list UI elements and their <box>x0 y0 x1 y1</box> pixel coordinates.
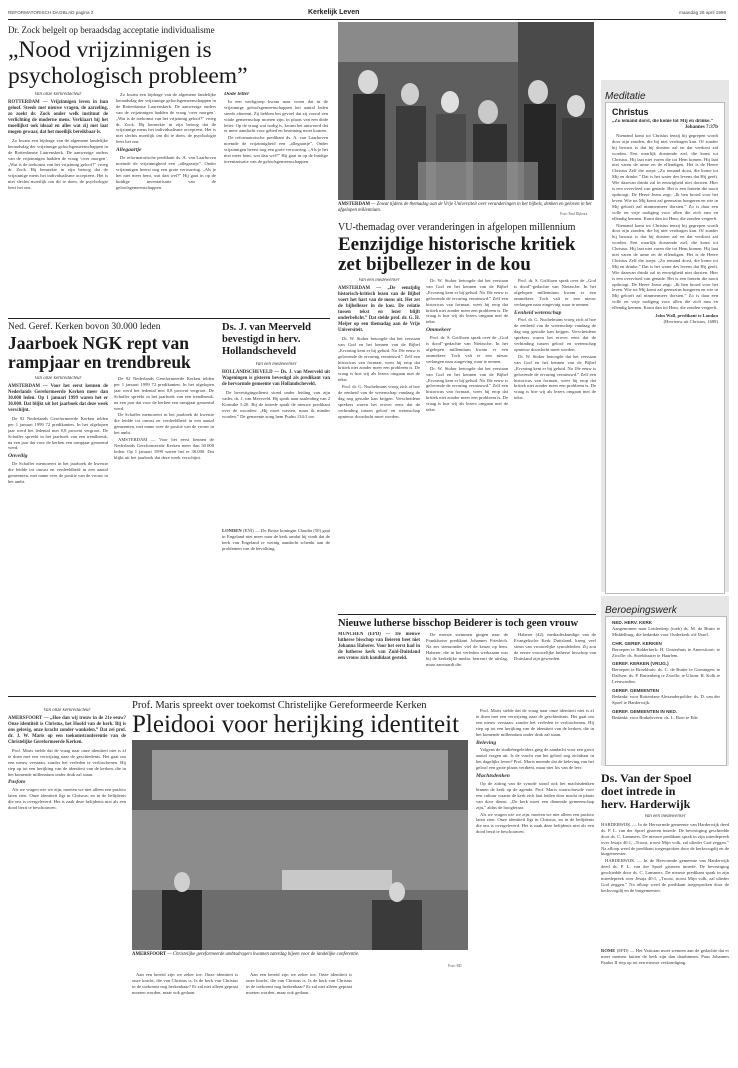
article-lead: MÜNCHEN (EPD) — De nieuwe lutherse bisschop van Beieren heet niet Johanna Haberer. Voor het eerst had in de lutherse kerk van Zuid-Duitsland een vrouw zich kandidaat gesteld. <box>338 632 420 661</box>
article-body: HARDERWIJK — In de Hervormde gemeente van Harderwijk deed ds. P. L. van der Spoel gisteren intrede. De bevestiging geschiedde door ds. C. Lammers. De nieuwe predikant sprak in zijn intredepreek over Jesaja 40:1, „Troost, troost Mijn volk, zal ulieder God zeggen.” Na afloop werd de predikant toegesproken door de kerkvoogdij en de burgemeester. <box>601 821 729 857</box>
beroepingswerk-text: Aangenomen naar Leiderdorp (toeb) ds. M. de Bruin te Middelburg, die bedankte voor Ouderkerk a/d IJssel. <box>612 625 720 637</box>
beroepingswerk-church: GEREF. KERKEN (VRIJG.) <box>612 661 669 667</box>
article-rome <box>601 948 729 1008</box>
article-body-2: Dr. W. Stoker betoogde dat het verstaan van God en het kennen van de Bijbel „Ervaring kent er bij geluid. Na 18e eeuw is gelovende de ervaring vernieuwd.” Zelf een historicus van formaat, wees hij erop dat kritiek niet zonder meer een probleem is. De vraag is hoe wij als lezers omgaan met de tekst. <box>426 278 508 325</box>
article-col1 <box>338 278 420 632</box>
header-rule <box>8 19 726 20</box>
article-body2: Haberer (42), mediadeskundige van de Evangelische Kerk Duitsland, kreeg veel steun van vrouwelijke synodeleden. Zij zou de eerste vrouwelijke lutherse bisschop van Duitsland zijn geworden. <box>514 632 596 661</box>
article-col2 <box>114 376 214 692</box>
article-kicker: Dr. Zock belgelt op beraadsdag acceptatie individualisme <box>8 25 215 35</box>
beroepingswerk-church: GEREF. GEMEENTEN <box>612 688 659 694</box>
article-col1 <box>8 92 108 302</box>
meditatie-body: Niemand komt tot Christus tenzij hij gegrepen wordt door zijn zonden, die hij niet verdragen kan. Of zonder hij bewust is dat hij dorsten zal en dat verdorst zal worden. Een waarlijk dorstende ziel, die komt tot Christus. Hij laat niet varen die tot Hem komen. Hij laat niet varen de arme en de ellendigen. Het is de Heere Christus Zelf die roept: „Zo iemand dorst, die kome tot Mij en drinke.” Dat is het water des levens dat Hij geeft. Wie daarvan drinkt zal in eeuwigheid niet dorsten. Hier is een overvloed van genade. Het is een fontein die nooit opdroogt. De Heere Jezus zegt: „Ik ben brood voor het leven. Wie tot Mij komt zal geenszins hongeren en wie in Mij gelooft zal nimmermeer dorsten.” Zo is daar een volle en vrije nodiging voor allen die zich arm en ellendig kennen. Komt dan tot Hem, die zonden vergeeft. <box>612 132 718 221</box>
meditatie-content <box>605 102 725 594</box>
photo-image <box>338 22 594 200</box>
meditatie-source: (Herrieuw uit Christus, 1688) <box>663 319 718 324</box>
article-text <box>601 814 729 940</box>
article-byline: Van onze kerkredacteur <box>34 376 82 381</box>
meditatie-label-text: Meditatie <box>605 91 646 102</box>
article-body2: Prof. dr. S. Griffioen sprak over de „God is dood”-gedachte van Nietzsche. In het afgelopen millennium kwam er een ommekeer. Toch valt er een nieuw verlangen naar zingeving waar te nemen. <box>426 335 508 364</box>
article-subheading-2: Beleving <box>476 739 497 746</box>
article-col3 <box>514 632 596 690</box>
rome-paragraph <box>601 948 729 966</box>
photo-image <box>132 740 468 950</box>
beroepingswerk-text: Beroepen te Broekhuis: ds. C. de Ruiter te Groningen; te Dalfsen: ds. P. Ruitenberg te Zwolle; te Ulrum: R. Kolk te Leeuwarden. <box>612 667 720 685</box>
article-body3: In een werkgroep kwam naar voren dat in de vrijzinnige geloofsgemeenschappen het aantal leden steeds afneemt. Zij hebben het gevoel dat zij vooral een vitale gemeenschap moeten zijn, in plaats van een dode letter. Op de vraag wat nodig is, kwam het antwoord dat er meer aandacht voor gebed en bezinning moet komen. <box>224 98 328 134</box>
article-col1 <box>338 632 420 690</box>
article-body: De bevestigingsdienst stond onder leiding van zijn vader, ds. J. van Meerveld. Hij sprak naar aanleiding van 2 Korinthe 5:20. Bij de intrede sprak de nieuwe predikant over de woorden: „Hij moet wassen, maar ik minder worden.” De gemeente zong hem Psalm 134:3 toe. <box>222 389 330 419</box>
beroepingswerk-item <box>612 661 720 685</box>
article-byline: Van een medewerker <box>644 814 686 819</box>
article-body2-cont: De Schaffer memoreert in het jaarboek de kwestie die leidde tot onrust en verdeeldheid in een aantal gemeenten, met name over de positie van de vrouw in het ambt. <box>114 412 214 436</box>
beroepingswerk-text: Bedankt: voor Rotterdam-Alexanderpolder: ds. D. van der Spoel te Harderwijk. <box>612 693 720 705</box>
article-body: Dr. W. Stoker betoogde dat het verstaan van God en het kennen van de Bijbel „Ervaring kent er bij geluid. Na 18e eeuw is gelovende de ervaring vernieuwd.” Zelf een historicus van formaat, wees hij erop dat kritiek niet zonder meer een probleem is. De vraag is hoe wij als lezers omgaan met de tekst. <box>338 335 420 383</box>
article-lead: AMSTERDAM — „De eenzijdig historisch-kritisch lezen van de Bijbel voert het hart van de mens uit. Het zet de bijbellezer in de kou. De relatie tussen tekst en lezer blijft onderbelicht.” Dat stelde prof. dr. G. H. Meijer op een themadag aan de Vrije Universiteit. <box>338 285 420 333</box>
article-body-cont-2: AMSTERDAM — Voor het eerst kennen de Nederlands Gereformeerde Kerken meer dan 30.000 leden. Op 1 januari 1999 waren het er 30.000. Dat blijkt uit het jaarboek dat deze week verschijnt. <box>114 437 214 460</box>
beroepingswerk-church: GEREF. GEMEENTEN IN NED. <box>612 708 678 714</box>
rome-body: — Het Vaticaan moet wennen aan de gedachte dat er meer mensen buiten de kerk zijn dan daarbinnen. Paus Johannes Paulus II riep op tot een nieuwe verkondiging. <box>601 948 729 965</box>
article-headline-line2: rampjaar en trendbreuk <box>8 352 191 372</box>
article-body2: Als we vragen wie we zijn, moeten we niet alleen een pasfoto laten zien. Onze identiteit ligt in Christus, en in de belijdenis die ons is overgeleverd. Het is zaak deze belijdenis niet als een dood bezit te beschouwen. <box>8 787 126 811</box>
beroepingswerk-list <box>605 616 727 766</box>
article-col3 <box>246 972 352 1012</box>
meditatie-body-cont: Niemand komt tot Christus tenzij hij gegrepen wordt door zijn zonden, die hij niet verdragen kan. Of zonder hij bewust is dat hij dorsten zal en dat verdorst zal worden. Een waarlijk dorstende ziel, die komt tot Christus. Hij laat niet varen die tot Hem komen. Hij laat niet varen de arme en de ellendigen. Het is de Heere Christus Zelf die roept: „Zo iemand dorst, die kome tot Mij en drinke.” Dat is het water des levens dat Hij geeft. Wie daarvan drinkt zal in eeuwigheid niet dorsten. Hier is een overvloed van genade. Het is een fontein die nooit opdroogt. De Heere Jezus zegt: „Ik ben brood voor het leven. Wie tot Mij komt zal geenszins hongeren en wie in Mij gelooft zal nimmermeer dorsten.” Zo is daar een volle en vrije nodiging voor allen die zich arm en ellendig kennen. Komt dan tot Hem, die zonden vergeeft. <box>612 222 718 311</box>
meditatie-signature: John Wall, predikant te London <box>655 313 718 319</box>
article-body: De 92 Nederlands Gereformeerde Kerken telden per 1 januari 1999 72 predikanten. In het afgelopen jaar werd het ledental met 0,8 procent vergroot. De Schaffer spreekt in het jaarboek van een trendbreuk, na een jaar dat voor de kerken een rampjaar genoemd werd. <box>8 415 108 451</box>
article-van-meerveld <box>222 322 330 692</box>
article-headline-line1: Jaarboek NGK rept van <box>8 333 189 353</box>
article-headline-line1: „Nood vrijzinnigen is <box>8 37 212 63</box>
article-col1 <box>8 708 126 1012</box>
londen-paragraph <box>222 528 330 552</box>
meditatie-quote: „Zo iemand dorst, die kome tot Mij en drinke.” <box>612 119 714 124</box>
article-body-cont: Prof. dr. G. Nuchelmans vroeg zich af hoe de eenheid van de wetenschap vandaag de dag nog gestalte kan krijgen. Verscheidene sprekers waren het erover eens dat de verbinding tussen geloof en wetenschap opnieuw doordacht moet worden. <box>338 384 420 419</box>
article-body2-cont: Dr. W. Stoker betoogde dat het verstaan van God en het kennen van de Bijbel „Ervaring kent er bij geluid. Na 18e eeuw is gelovende de ervaring vernieuwd.” Zelf een historicus van formaat, wees hij erop dat kritiek niet zonder meer een probleem is. De vraag is hoe wij als lezers omgaan met de tekst. <box>426 365 508 413</box>
article-headline-line3: Hollandscheveld <box>222 346 297 357</box>
article-headline-line3: herv. Harderwijk <box>601 797 691 811</box>
meditatie-box <box>601 80 729 592</box>
article-pleidooi-identiteit <box>8 700 596 1012</box>
article-byline: Van onze kerkredacteur <box>43 708 91 713</box>
article-text <box>222 362 330 522</box>
article-col2 <box>426 632 508 690</box>
photo-credit: Foto: Paul Dijkstra <box>560 212 588 216</box>
article-body3-cont: De reformatorische predikant ds. A. van Laarhoven noemde de vrijzinnigheid een „allegaartje”. Onder vrijzinnigen heerst nog een grote verwarring. „Als je het niet meer bent, wat dan wel?” Hij gaat in op de huidige inventarisatie van de geloofsgemeenschappen. <box>224 135 328 164</box>
article-kicker: Prof. Maris spreekt over toekomst Christelijke Gereformeerde Kerken <box>132 700 427 711</box>
divider <box>8 696 596 697</box>
beroepingswerk-text: Beroepen te Ridderkerk: H. Oosterhuis te Amersfoort; te Zwolle: ds. Stoeldraaier te Haarlem. <box>612 646 720 658</box>
article-subheading: Allegaartje <box>116 147 142 154</box>
article-col3 <box>514 278 596 632</box>
article-headline-line1: Eenzijdige historische kritiek <box>338 234 576 255</box>
article-headline-line2: zet bijbellezer in de kou <box>338 254 531 275</box>
beroepingswerk-item <box>612 688 720 706</box>
divider <box>338 614 596 615</box>
article-body: Prof. Maris stelde dat de vraag naar onze identiteit niet is af te doen met een verwijzing naar de geschiedenis. Het gaat om een nieuw verstaan, zonder het verleden te verloochenen. Hij riep op tot een herijking van de identiteit van de kerken, die in het komende millennium onder druk zal staan. <box>8 747 126 777</box>
caption-place: AMERSFOORT <box>132 952 167 957</box>
caption-text: — Zowat tijdens de themadag aan de Vrije Universiteit over veranderingen in het bijbels, denken en geloven in het afgelopen millennium. <box>338 202 592 213</box>
article-body3-cont: Aan een bereid zijn we zeker toe. Onze identiteit is onze kracht, die van Christus is. Is de kerk van Christus in de toekomst nog herkenbaar? Er zal niet alleen gepraat moeten worden, maar ook gedaan. <box>246 972 352 995</box>
article-col2 <box>426 278 508 632</box>
article-col-right-a <box>476 708 594 1012</box>
article-body4-intro: Prof. Maris stelde dat de vraag naar onze identiteit niet is af te doen met een verwijzing naar de geschiedenis. Het gaat om een nieuw verstaan, zonder het verleden te verloochenen. Hij riep op tot een herijking van de identiteit van de kerken, die in het komende millennium onder druk zal staan. <box>476 708 594 737</box>
article-nood-vrijzinnigen <box>8 22 330 302</box>
article-londen <box>222 528 330 588</box>
rome-agency: (EPD) <box>616 948 629 953</box>
article-van-der-spoel <box>601 772 729 942</box>
article-eenzijdige-kritiek <box>338 222 596 632</box>
londen-agency: (ENI) <box>243 528 254 533</box>
article-body2: De Schaffer memoreert in het jaarboek de kwestie die leidde tot onrust en verdeeldheid in een aantal gemeenten, met name over de positie van de vrouw in het ambt. <box>8 461 108 484</box>
article-headline-line2: psychologisch probleem” <box>8 63 248 89</box>
meditatie-title: Christus <box>612 107 649 117</box>
article-subheading-3: Machtsdenken <box>476 773 510 780</box>
article-body4: Volgens de studiebegeleiders ging de aandacht voor een groot aantal vragen uit. Is de vrucht van het geloof nog zichtbaar in het dagelijks leven? Prof. Maris meende dat de beleving van het geloof een grote plaats verdient, maar niet los van de leer. <box>476 747 594 771</box>
article-lead: AMERSFOORT — „Hoe dan wij trouw in de 21e eeuw? Onze identiteit is Christus, het Hoofd van de kerk. Bij is ons gelovig, onze kracht zonder wankelen.” Dat zei prof. dr. J. W. Maris op een toekomstconferentie van de Christelijke Gereformeerde Kerken. <box>8 715 126 745</box>
header-left: REFORMATORISCH DAGBLAD pagina 2 <box>8 10 94 15</box>
article-jaarboek-ngk <box>8 322 214 692</box>
article-body5-cont: Als we vragen wie we zijn, moeten we niet alleen een pasfoto laten zien. Onze identiteit ligt in Christus, en in de belijdenis die ons is overgeleverd. Het is zaak deze belijdenis niet als een dood bezit te beschouwen. <box>476 811 594 835</box>
article-body3: Aan een bereid zijn we zeker toe. Onze identiteit is onze kracht, die van Christus is. Is de kerk van Christus in de toekomst nog herkenbaar? Er zal niet alleen gepraat moeten worden, maar ook gedaan. <box>132 972 238 995</box>
article-lutherse-bisschop <box>338 618 596 690</box>
article-body2-intro: Zo kwam een bijdrage van de algemene landelijke beraadsdag der vrijzinnige geloofsgemeenschappen in de Rotterdamse Laurenskerk. De aanwezige ouders van de vrijzinnigen hadden de vraag ‘over morgen’. „Wat is de toekomst van het vrijzinnig geloof?” vroeg dr. Zock. Hij bemerkte in zijn betoog dat de vrijzinnige mens het individualisme accepteert. Het is niet slechts moeilijk om dit te doen, de psychologie leert het ons. <box>116 92 216 145</box>
article-headline-line2: bevestigd in herv. <box>222 334 301 345</box>
meditatie-text <box>612 119 718 579</box>
article-subheading: Pasfoto <box>8 779 26 786</box>
article-body3: Prof. dr. G. Nuchelmans vroeg zich af hoe de eenheid van de wetenschap vandaag de dag nog gestalte kan krijgen. Verscheidene sprekers waren het erover eens dat de verbinding tussen geloof en wetenschap opnieuw doordacht moet worden. <box>514 317 596 352</box>
article-kicker: Ned. Geref. Kerken bovon 30.000 leden <box>8 322 161 332</box>
rome-place: ROME <box>601 948 616 953</box>
article-body2: De reformatorische predikant ds. A. van Laarhoven noemde de vrijzinnigheid een „allegaartje”. Onder vrijzinnigen heerst nog een grote verwarring. „Als je het niet meer bent, wat dan wel?” Hij gaat in op de huidige inventarisatie van de geloofsgemeenschappen. <box>116 155 216 190</box>
article-lead: ROTTERDAM — Vrijzinnigen leven in hun geloof. Steeds met nieuwe vragen, de aarzeling, zo zoekt dr. Zock onder welk instituut de verlichting de moderne mens. Verklaart hij het moeilijkst ook ideaal en alles wat zij met laat mogen gewaar, dat het moeilijk bereikbaar is. <box>8 99 108 135</box>
beroepingswerk-church: CHR. GEREF. KERKEN <box>612 640 662 646</box>
caption-place: AMSTERDAM <box>338 202 370 207</box>
article-body-cont: De 92 Nederlands Gereformeerde Kerken telden per 1 januari 1999 72 predikanten. In het afgelopen jaar werd het ledental met 0,8 procent vergroot. De Schaffer spreekt in het jaarboek van een trendbreuk, na een jaar dat voor de kerken een rampjaar genoemd werd. <box>114 376 214 411</box>
header-section: Kerkelijk Leven <box>308 9 360 16</box>
beroepingswerk-text: Bedankt: voor Brakelsveen: ds. L. Boer te Ede. <box>612 714 699 720</box>
beroepingswerk-item <box>612 620 720 638</box>
meditatie-ref: Johannes 7:37b <box>684 125 718 130</box>
photo-credit: Foto: RD <box>448 964 462 968</box>
beroepingswerk-label-text: Beroepingswerk <box>605 605 677 616</box>
divider <box>8 318 330 319</box>
article-subheading-2: Eenheid wetenschap <box>514 309 562 316</box>
beroepingswerk-church: NED. HERV. KERK <box>612 620 653 625</box>
header-date: maandag 26 april 1999 <box>679 10 726 15</box>
article-headline-line1: Ds. Van der Spoel <box>601 771 692 785</box>
article-lead: AMSTERDAM — Voor het eerst kennen de Nederlands Gereformeerde Kerken meer dan 30.000 leden. Op 1 januari 1999 waren het er 30.000. Dat blijkt uit het jaarboek dat deze week verschijnt. <box>8 383 108 413</box>
londen-place: LONDEN <box>222 528 242 533</box>
caption-text: — Christelijke gereformeerde ambtsdragers kwamen zaterdag bijeen voor de landelijke conferentie. <box>166 952 360 957</box>
londen-body: — De Britse koningin Claudia (50) gaat in Engeland niet meer naar de kerk omdat hij vindt dat de kerk van Engeland te weinig aandacht schenkt aan de problemen van de bevolking. <box>222 528 330 551</box>
article-byline: Van onze kerkredacteur <box>34 92 82 97</box>
article-body-3: Prof. dr. S. Griffioen sprak over de „God is dood”-gedachte van Nietzsche. In het afgelopen millennium kwam er een ommekeer. Toch valt er een nieuw verlangen naar zingeving waar te nemen. <box>514 278 596 307</box>
article-headline: Pleidooi voor herijking identiteit <box>132 711 460 738</box>
article-headline-line1: Ds. J. van Meerveld <box>222 322 311 333</box>
article-subheading-2: Dode letter <box>224 92 250 97</box>
beroepingswerk-item <box>612 709 720 721</box>
beroepingswerk-item <box>612 641 720 659</box>
photo-vu-themadag <box>338 22 594 200</box>
article-lead: HOLLANDSCHEVELD — Ds. J. van Meerveld uit Wageningen is gisteren bevestigd als predikant van de hervormde gemeente van Hollandscheveld. <box>222 369 330 387</box>
article-body: Zo kwam een bijdrage van de algemene landelijke beraadsdag der vrijzinnige geloofsgemeenschappen in de Rotterdamse Laurenskerk. De aanwezige ouders van de vrijzinnigen hadden de vraag ‘over morgen’. „Wat is de toekomst van het vrijzinnig geloof?” vroeg dr. Zock. Hij bemerkte in zijn betoog dat de vrijzinnige mens het individualisme accepteert. Het is niet slechts moeilijk om dit te doen, de psychologie leert het ons. <box>8 137 108 191</box>
article-subheading: Ommekeer <box>426 327 452 334</box>
article-col3 <box>224 92 328 302</box>
beroepingswerk-box <box>601 596 729 766</box>
article-body5: Op de zitting van de synode stond ook het machtsdenken binnen de kerk op de agenda. Prof. Maris waarschuwde voor een cultuur waarin de kerk zich laat leiden door macht in plaats van door dienst. „De kerk moet een dienende gemeenschap zijn,” aldus de hoogleraar. <box>476 780 594 810</box>
photo-amersfoort <box>132 740 468 950</box>
article-col1 <box>8 376 108 692</box>
article-headline: Nieuwe lutherse bisschop Beiderer is toch geen vrouw <box>338 618 579 629</box>
article-byline: Van een medewerker <box>358 278 400 283</box>
article-headline-line2: doet intrede in <box>601 784 676 798</box>
article-subheading: Onveilig <box>8 453 28 460</box>
article-byline: Van een medewerker <box>255 362 297 367</box>
article-body: De meeste stemmen gingen naar de Frankfurtse predikant Johannes Friedrich. Na zes stemrondes viel de keuze op hem. Haberer, die in het verleden werkzaam was bij de kerkelijke media, betreurt de uitslag, maar aanvaardt die. <box>426 632 508 667</box>
article-body-cont: HARDERWIJK — In de Hervormde gemeente van Harderwijk deed ds. P. L. van der Spoel gisteren intrede. De bevestiging geschiedde door ds. C. Lammers. De nieuwe predikant sprak in zijn intredepreek over Jesaja 40:1, „Troost, troost Mijn volk, zal ulieder God zeggen.” Na afloop werd de predikant toegesproken door de kerkvoogdij en de burgemeester. <box>601 858 729 893</box>
article-body3-cont: Dr. W. Stoker betoogde dat het verstaan van God en het kennen van de Bijbel „Ervaring kent er bij geluid. Na 18e eeuw is gelovende de ervaring vernieuwd.” Zelf een historicus van formaat, wees hij erop dat kritiek niet zonder meer een probleem is. De vraag is hoe wij als lezers omgaan met de tekst. <box>514 353 596 401</box>
photo-caption <box>132 952 468 958</box>
article-kicker: VU-themadag over veranderingen in afgelopen millennium <box>338 222 576 233</box>
article-col2 <box>132 972 238 1012</box>
photo-caption <box>338 202 594 213</box>
article-col2 <box>116 92 216 302</box>
